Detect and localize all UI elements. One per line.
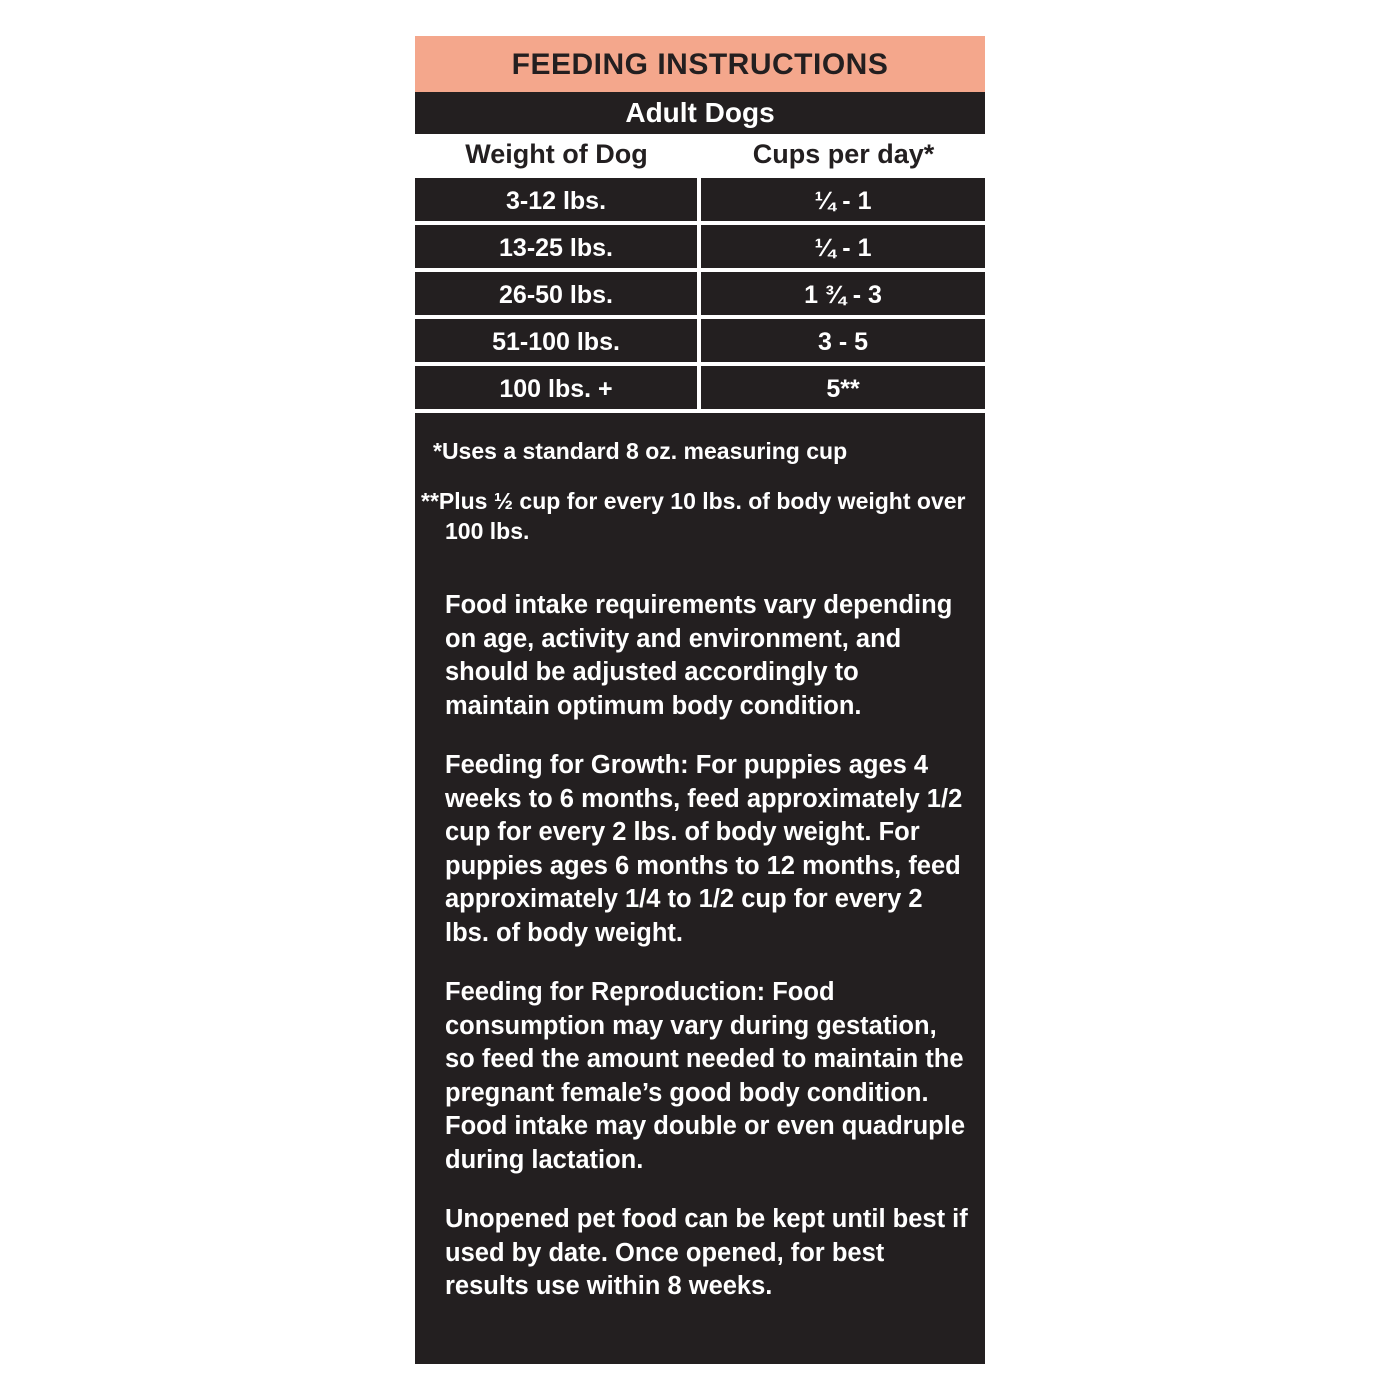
column-header-weight: Weight of Dog [465,139,648,169]
feeding-instructions-panel [415,36,985,1364]
table-row [415,178,985,225]
weight-cell: 13-25 lbs. [415,225,701,268]
table-row [415,225,985,272]
cups-cell: 5** [826,375,860,403]
table-row [415,366,985,413]
cups-cell: 1 ¾ - 3 [804,281,882,309]
intake-paragraph: Food intake requirements vary depending on age, activity and environment, and should be adjusted accordingly to maintain optimum body condition. [445,591,953,720]
panel-subtitle: Adult Dogs [625,97,775,128]
panel-title: FEEDING INSTRUCTIONS [415,36,985,92]
reproduction-paragraph: Feeding for Reproduction: Food consumption may vary during gestation, so feed the amount needed to maintain the pregnant female’s good body condition. Food intake may double or even quadruple during lactation. [445,978,965,1174]
feeding-table [415,178,985,413]
storage-paragraph: Unopened pet food can be kept until best if used by date. Once opened, for best results use within 8 weeks. [445,1205,968,1300]
weight-cell: 100 lbs. + [415,366,701,409]
table-row [415,319,985,366]
table-header [415,134,985,178]
weight-cell: 26-50 lbs. [415,272,701,315]
weight-cell: 3-12 lbs. [415,178,701,221]
weight-cell: 51-100 lbs. [415,319,701,362]
cups-cell: ¼ - 1 [814,187,872,215]
column-header-cups: Cups per day* [752,139,935,169]
cups-cell: 3 - 5 [817,328,869,356]
footnote-over-100-lbs: **Plus ½ cup for every 10 lbs. of body weight over 100 lbs. [421,488,966,544]
table-row [415,272,985,319]
footnote-measuring-cup: *Uses a standard 8 oz. measuring cup [433,438,848,464]
cups-cell: ¼ - 1 [814,234,872,262]
growth-paragraph: Feeding for Growth: For puppies ages 4 weeks to 6 months, feed approximately 1/2 cup for every 2 lbs. of body weight. For puppies ages 6 months to 12 months, feed approximately 1/4 to 1/2 cup for every 2 lbs. of body weight. [445,751,963,947]
